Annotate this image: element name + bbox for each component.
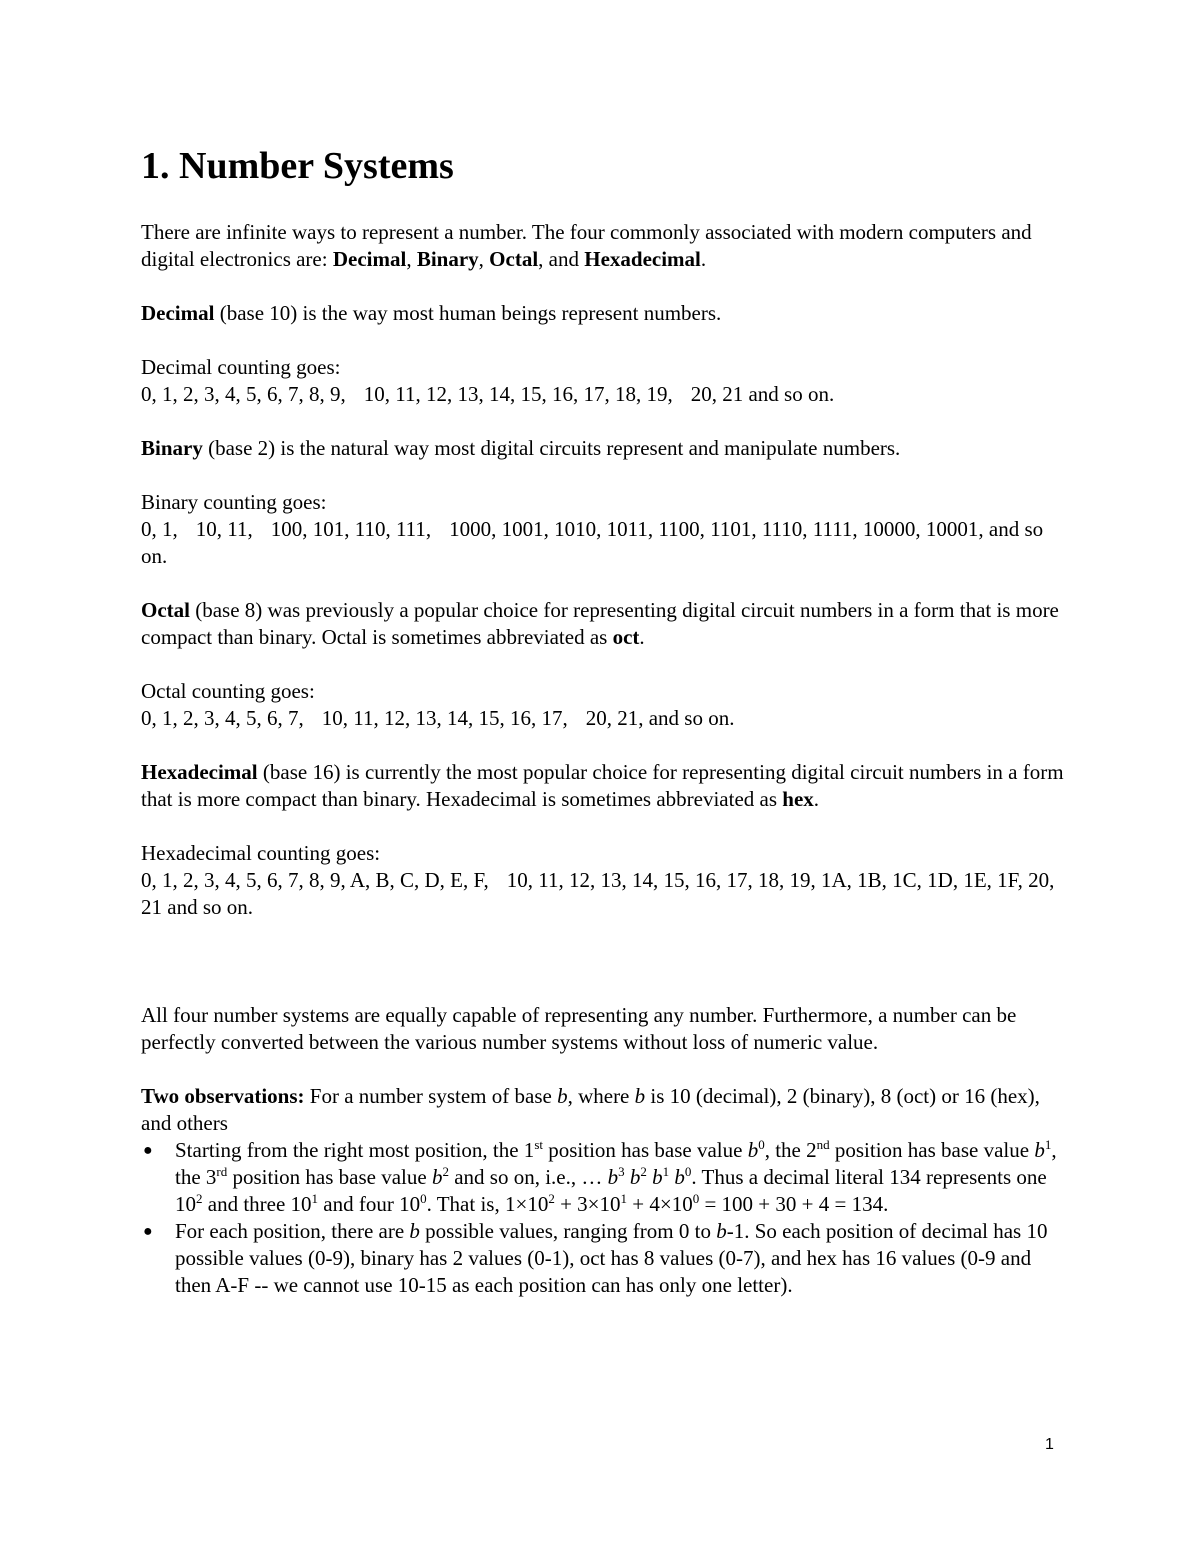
spacer [141, 462, 1066, 489]
spacer [141, 327, 1066, 354]
observation-possible-values: ● For each position, there are b possible values, ranging from 0 to b-1. So each position of decimal has 10 possible values (0-9), binary has 2 values (0-1), oct has 8 values (0-7), and hex has 16 values (0-9 and then A-F -- we cannot use 10-15 as each position can has only one letter). [143, 1219, 1048, 1297]
hexadecimal-counting-sequence: 0, 1, 2, 3, 4, 5, 6, 7, 8, 9, A, B, C, D, E, F, 10, 11, 12, 13, 14, 15, 16, 17, 18, 19, 1A, 1B, 1C, 1D, 1E, 1F, 20, 21 and so on. [141, 868, 1055, 919]
spacer [141, 921, 1066, 1002]
octal-counting-sequence: 0, 1, 2, 3, 4, 5, 6, 7, 10, 11, 12, 13, 14, 15, 16, 17, 20, 21, and so on. [141, 706, 735, 730]
bullet-icon: ● [143, 1142, 153, 1159]
spacer [141, 1056, 1066, 1083]
hexadecimal-term: Hexadecimal [141, 760, 258, 784]
decimal-paragraph: Decimal (base 10) is the way most human beings represent numbers. [141, 301, 722, 325]
term-hexadecimal: Hexadecimal [584, 247, 701, 271]
bullet-icon: ● [143, 1223, 153, 1240]
binary-paragraph: Binary (base 2) is the natural way most digital circuits represent and manipulate numbers. [141, 436, 901, 460]
spacer [141, 732, 1066, 759]
observations-list [141, 1137, 1066, 1299]
term-decimal: Decimal [332, 247, 407, 271]
hexadecimal-paragraph: Hexadecimal (base 16) is currently the most popular choice for representing digital circuit numbers in a form that is more compact than binary. Hexadecimal is sometimes abbreviated as hex. [141, 760, 1064, 811]
decimal-counting-label: Decimal counting goes: [141, 355, 341, 379]
spacer [141, 570, 1066, 597]
octal-counting-label: Octal counting goes: [141, 679, 315, 703]
intro-text: There are infinite ways to represent a number. The four commonly associated with modern computers and digital electronics are: [141, 220, 1032, 271]
intro-paragraph: There are infinite ways to represent a number. The four commonly associated with modern computers and digital electronics are: Decimal, Binary, Octal, and Hexadecimal. [141, 220, 1032, 271]
observations-label: Two observations: [141, 1084, 305, 1108]
term-octal: Octal [489, 247, 539, 271]
spacer [141, 813, 1066, 840]
octal-term: Octal [141, 598, 190, 622]
binary-term: Binary [141, 436, 203, 460]
spacer [141, 273, 1066, 300]
hexadecimal-counting-label: Hexadecimal counting goes: [141, 841, 381, 865]
page-title: 1. Number Systems [141, 145, 454, 187]
term-binary: Binary [416, 247, 479, 271]
equivalence-paragraph: All four number systems are equally capable of representing any number. Furthermore, a number can be perfectly converted between the various number systems without loss of numeric value. [141, 1003, 1017, 1054]
binary-counting-sequence: 0, 1, 10, 11, 100, 101, 110, 111, 1000, 1001, 1010, 1011, 1100, 1101, 1110, 1111, 10000, 10001, and so on. [141, 517, 1044, 568]
page-number: 1 [1045, 1436, 1054, 1453]
decimal-term: Decimal [141, 301, 215, 325]
observations-intro: Two observations: For a number system of base b, where b is 10 (decimal), 2 (binary), 8 (oct) or 16 (hex), and others [141, 1084, 1040, 1135]
octal-paragraph: Octal (base 8) was previously a popular choice for representing digital circuit numbers in a form that is more compact than binary. Octal is sometimes abbreviated as oct. [141, 598, 1059, 649]
spacer [141, 408, 1066, 435]
spacer [141, 192, 1066, 219]
decimal-counting-sequence: 0, 1, 2, 3, 4, 5, 6, 7, 8, 9, 10, 11, 12, 13, 14, 15, 16, 17, 18, 19, 20, 21 and so on. [141, 382, 835, 406]
spacer [141, 651, 1066, 678]
observation-positional-value: ● Starting from the right most position, the 1st position has base value $b^0$, the 2nd position has base value $b^1$, the 3rd position has base value $b^2$ and so on, i.e., … $b^3$ $b^2$ $b^1$ $b^0$. Thus a decimal literal 134 represents one $10^2$ and three $10^1$ and four $10^0$. That is, $1\times 10^2 + 3\times 10^1 + 4\times 10^0 = 100 + 30 + 4 = 134$. [143, 1137, 1057, 1216]
binary-counting-label: Binary counting goes: [141, 490, 327, 514]
octal-abbreviation: oct [612, 625, 640, 649]
document-page [141, 140, 1066, 1299]
hexadecimal-abbreviation: hex [782, 787, 814, 811]
